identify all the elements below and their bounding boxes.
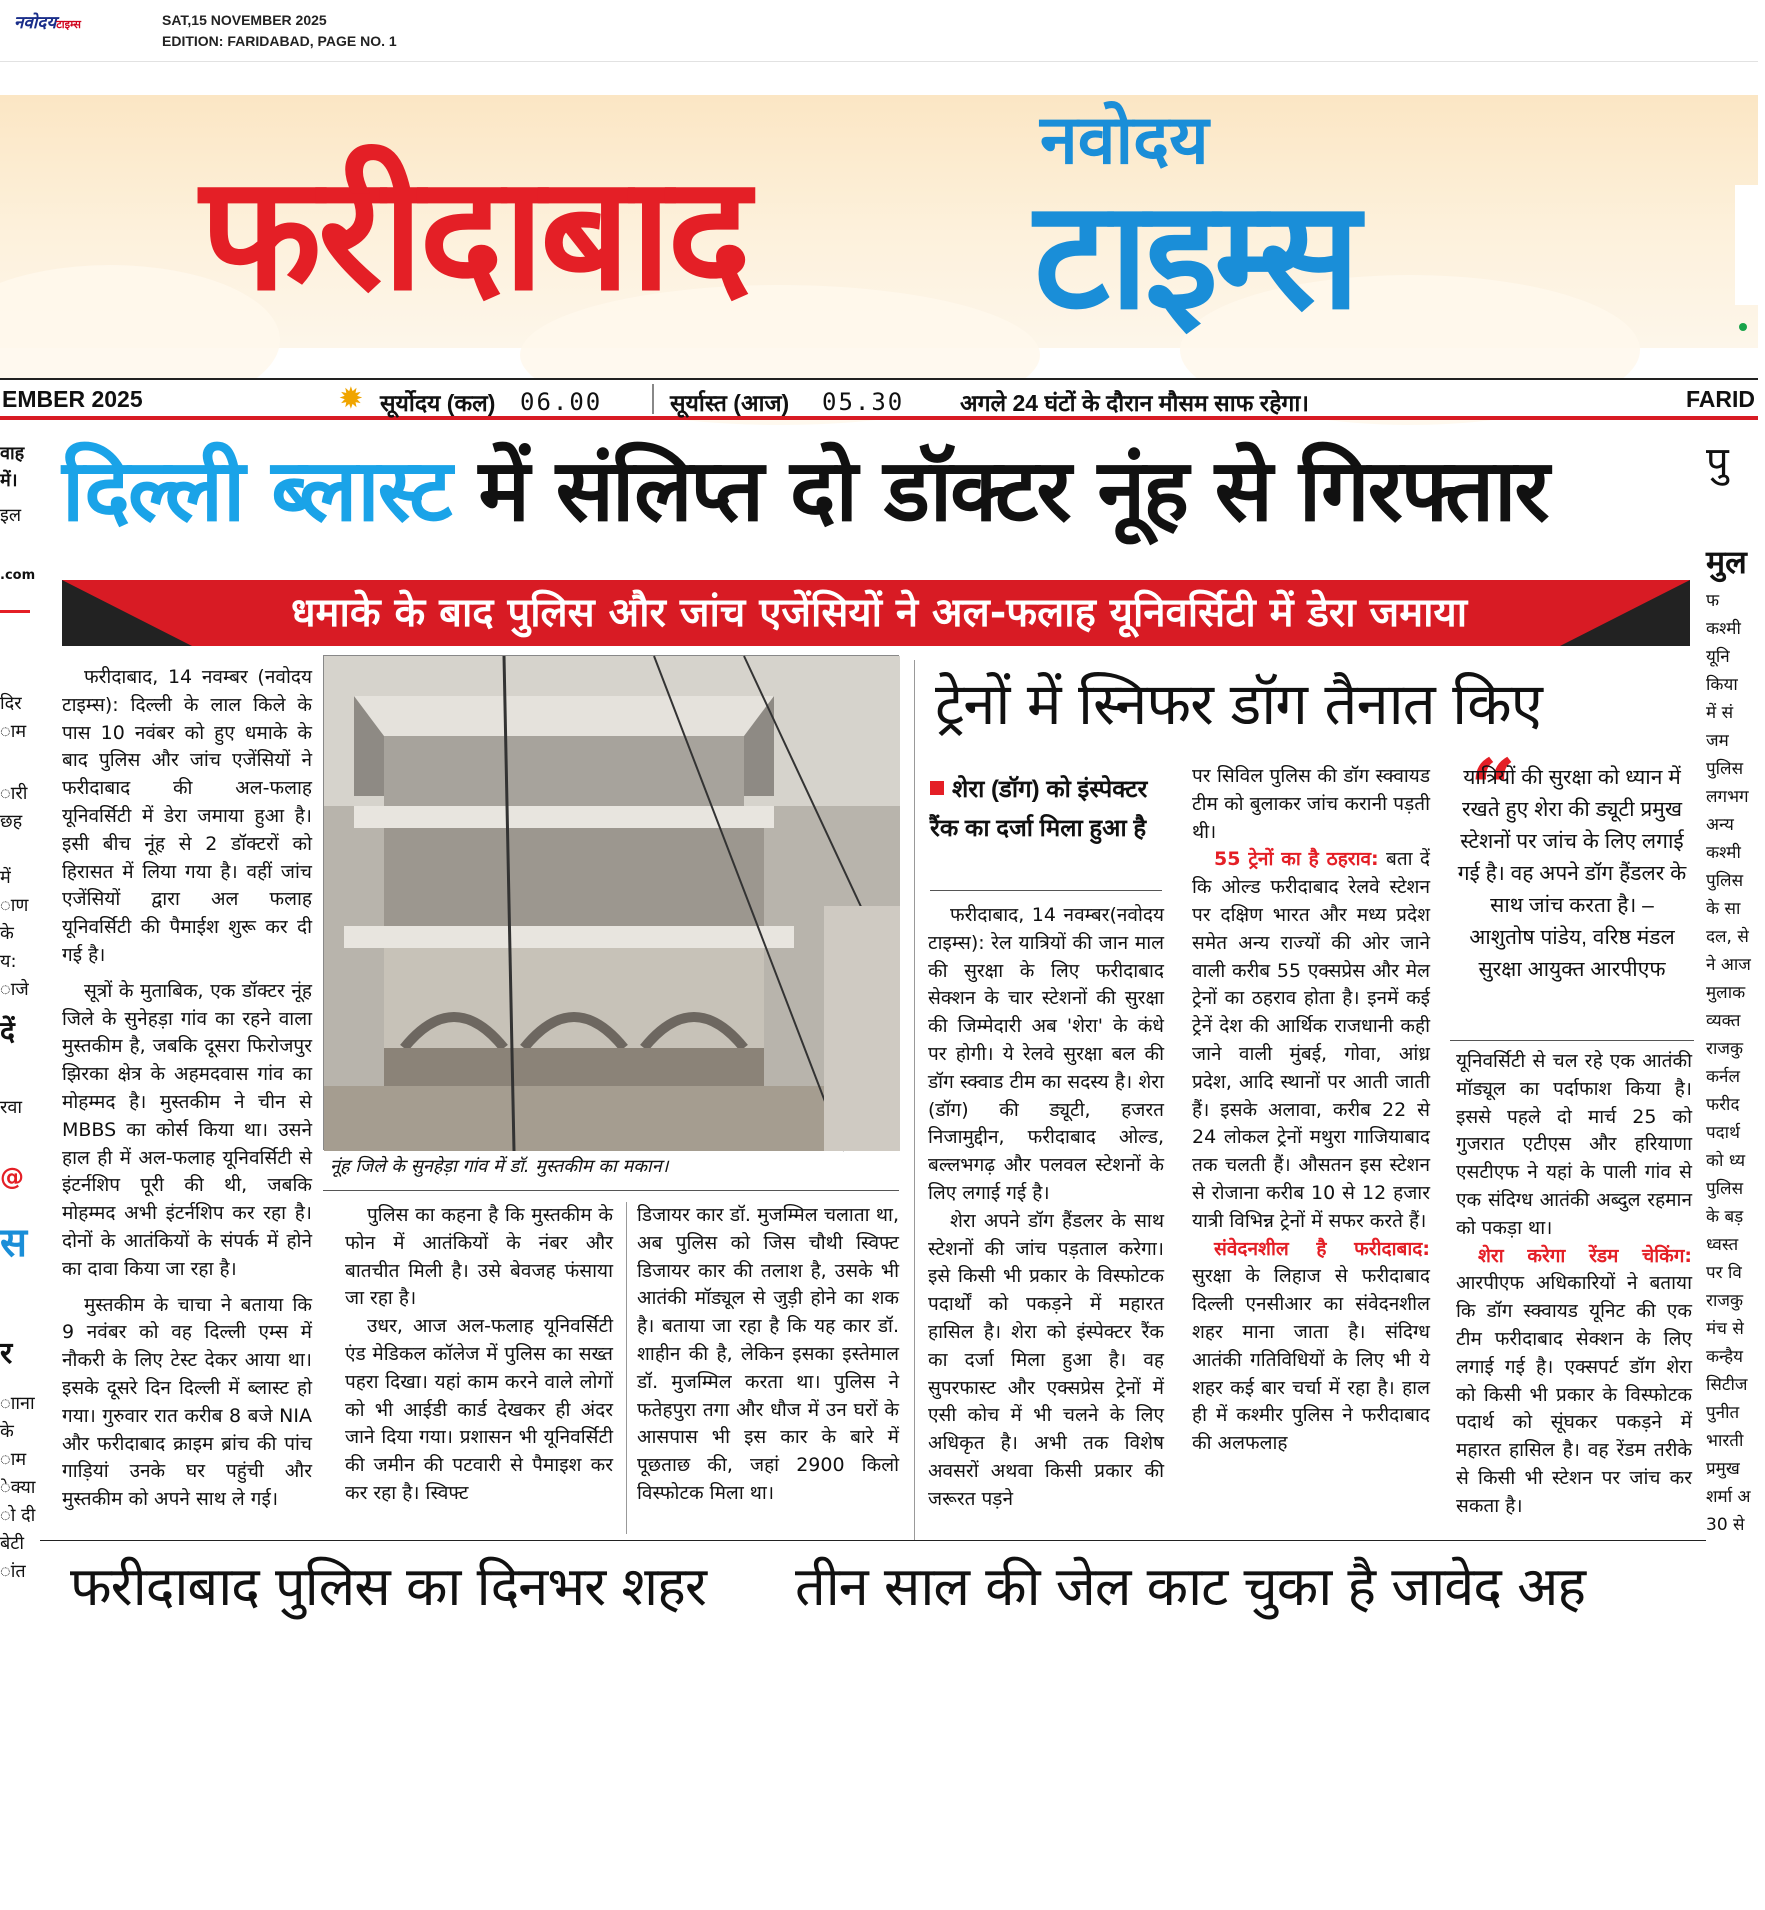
- left-text: र: [0, 1336, 13, 1371]
- right-text: के बड़: [1706, 1207, 1744, 1227]
- sunrise-label: सूर्योदय (कल): [380, 390, 496, 416]
- right-text: फरीद: [1706, 1095, 1740, 1115]
- left-text: में।: [0, 470, 18, 491]
- right-text: जम: [1706, 731, 1729, 751]
- right-text: कश्मी: [1706, 619, 1741, 639]
- left-text: स: [0, 1220, 28, 1266]
- viewer-header: [0, 0, 1758, 62]
- viewer-logo-small: टाइम्स: [56, 18, 81, 31]
- right-text: मुलाक: [1706, 983, 1746, 1003]
- left-text: के: [0, 923, 14, 944]
- left-text: ाजे: [0, 979, 29, 1000]
- left-text: दें: [0, 1015, 15, 1048]
- paragraph-text: आरपीएफ अधिकारियों ने बताया कि डॉग स्क्वायड यूनिट की एक टीम फरीदाबाद सेक्शन के लिए लगाई गई है। एक्सपर्ट डॉग शेरा को किसी भी प्रकार के विस्फोटक पदार्थ को सूंघकर पकड़ने में महारत हासिल है। वह रेंडम तरीके से किसी भी स्टेशन पर जांच कर सकता है।: [1456, 1272, 1692, 1517]
- left-text: ााना: [0, 1393, 35, 1414]
- lead-col-2: [345, 1202, 613, 1508]
- sniffer-paragraph: शेरा अपने डॉग हैंडलर के साथ स्टेशनों की जांच पड़ताल करेगा। इसे किसी भी प्रकार के विस्फोटक पदार्थों को पकड़ने में महारत हासिल है। शेरा को इंस्पेक्टर रैंक का दर्जा मिला हुआ है। वह सुपरफास्ट और एक्सप्रेस ट्रेनों में एसी कोच में भी चलने के लिए अधिकृत है। अभी तक विशेष अवसरों अथवा किसी प्रकार की जरूरत पड़ने: [928, 1209, 1164, 1510]
- left-text: ाण: [0, 895, 29, 916]
- right-text: कन्हैय: [1706, 1347, 1744, 1367]
- masthead-city: फरीदाबाद: [200, 142, 748, 326]
- photo-caption: नूंह जिले के सुनहेड़ा गांव में डॉ. मुस्तकीम का मकान।: [330, 1156, 669, 1177]
- lead-paragraph: उधर, आज अल-फलाह यूनिवर्सिटी एंड मेडिकल कॉलेज में पुलिस का सख्त पहरा दिखा। यहां काम करने वाले लोगों को भी आईडी कार्ड देखकर ही अंदर जाने दिया गया। प्रशासन भी यूनिवर्सिटी की जमीन की पटवारी से पैमाइश कर कर रहा है। स्विफ्ट: [345, 1315, 613, 1504]
- lead-paragraph: फरीदाबाद, 14 नवम्बर (नवोदय टाइम्स): दिल्ली के लाल किले के पास 10 नवंबर को हुए धमाके के बाद पुलिस और जांच एजेंसियों ने फरीदाबाद की अल-फलाह यूनिवर्सिटी में डेरा जमाया हुआ है। इसी बीच नूंह से 2 डॉक्टरों को हिरासत में लिया गया है। वहीं जांच एजेंसियों द्वारा अल फलाह यूनिवर्सिटी की पैमाईश शुरू कर दी गई है।: [62, 666, 312, 966]
- lead-col-3: [637, 1202, 899, 1508]
- left-text: .com: [0, 568, 36, 583]
- left-text: छह: [0, 811, 23, 832]
- caption-rule: [323, 1190, 899, 1191]
- lead-paragraph: पुलिस का कहना है कि मुस्तकीम के फोन में आतंकियों के नंबर और बातचीत मिली है। उसे बेवजह फंसाया जा रहा है।: [345, 1204, 613, 1310]
- right-text: सिटीज: [1706, 1375, 1748, 1395]
- right-text: प्रमुख: [1706, 1459, 1740, 1479]
- subhead-ठहराव: 55 ट्रेनों का है ठहराव:: [1214, 848, 1379, 871]
- section-rule: [914, 660, 915, 1540]
- left-text: ाम: [0, 721, 27, 742]
- right-text: पुलिस: [1706, 1179, 1744, 1199]
- sun-icon: ✹: [340, 383, 362, 413]
- right-text: लगभग: [1706, 787, 1749, 807]
- right-text: में सं: [1706, 703, 1734, 723]
- right-text: मंच से: [1706, 1319, 1744, 1339]
- bottom-headline-right: तीन साल की जेल काट चुका है जावेद अह: [795, 1555, 1586, 1618]
- right-text: अन्य: [1706, 815, 1734, 835]
- sniffer-col-1: [928, 902, 1164, 1514]
- masthead: [0, 95, 1758, 348]
- right-text: ने आज: [1706, 955, 1751, 975]
- right-text: पुलिस: [1706, 871, 1744, 891]
- right-text: व्यक्त: [1706, 1011, 1741, 1031]
- column-rule: [626, 1202, 627, 1534]
- right-text: 30 से: [1706, 1515, 1745, 1535]
- headline-rest: में संलिप्त दो डॉक्टर नूंह से गिरफ्तार: [478, 441, 1548, 541]
- viewer-logo[interactable]: [14, 10, 81, 33]
- left-text: ारी: [0, 783, 28, 804]
- sniffer-kicker: [930, 770, 1160, 848]
- subhead-random-check: शेरा करेगा रेंडम चेकिंग:: [1478, 1244, 1692, 1267]
- sniffer-paragraph: [1456, 1243, 1692, 1521]
- left-text: ाम: [0, 1449, 27, 1470]
- masthead-brand-top: नवोदय: [1040, 101, 1209, 180]
- masthead-side-panel: [1735, 185, 1765, 305]
- lead-col-1: [62, 664, 312, 1514]
- right-text: को ध्य: [1706, 1151, 1746, 1171]
- right-text: पुलिस: [1706, 759, 1744, 779]
- sniffer-col-3: [1456, 1048, 1692, 1521]
- bottom-headline-left: फरीदाबाद पुलिस का दिनभर शहर: [70, 1555, 706, 1618]
- green-dot-icon: [1739, 323, 1747, 331]
- weather-strip: [0, 378, 1758, 420]
- weather-forecast: अगले 24 घंटों के दौरान मौसम साफ रहेगा।: [960, 390, 1310, 416]
- edition-info: [162, 10, 397, 52]
- right-text: पर वि: [1706, 1263, 1742, 1283]
- quote-rule: [1450, 1040, 1694, 1041]
- edition-date: SAT,15 NOVEMBER 2025: [162, 12, 327, 28]
- right-text: राजकु: [1706, 1039, 1744, 1059]
- sniffer-paragraph: यूनिवर्सिटी से चल रहे एक आतंकी मॉड्यूल का पर्दाफाश किया है। इससे पहले दो मार्च 25 को गुजरात एटीएस और हरियाणा एसटीएफ ने यहां के पाली गांव से एक संदिग्ध आतंकी अब्दुल रहमान को पकड़ा था।: [1456, 1050, 1692, 1239]
- left-text: वाह: [0, 443, 25, 464]
- strip-edition: FARID: [1686, 386, 1755, 412]
- left-text: बेटी: [0, 1533, 25, 1554]
- strip-date: EMBER 2025: [2, 386, 143, 412]
- right-text: मुल: [1706, 543, 1747, 581]
- right-text: पुनीत: [1706, 1403, 1740, 1423]
- sunrise-time: 06.00: [520, 388, 603, 416]
- left-text: दिर: [0, 693, 22, 714]
- quote-icon: “: [1470, 741, 1517, 835]
- right-text: किया: [1706, 675, 1738, 695]
- masthead-brand: टाइम्स: [1034, 169, 1357, 343]
- left-text: य:: [0, 951, 17, 972]
- left-text: में: [0, 867, 11, 888]
- left-text: @: [0, 1163, 24, 1191]
- bottom-rule: [40, 1540, 1706, 1541]
- subhead-sensitive: संवेदनशील है फरीदाबाद:: [1214, 1237, 1430, 1260]
- left-text: के: [0, 1421, 14, 1442]
- pull-quote: यात्रियों की सुरक्षा को ध्यान में रखते हुए शेरा की ड्यूटी प्रमुख स्टेशनों पर जांच के लिए लगाई गई है। वह अपने डॉग हैंडलर के साथ जांच करता है। – आशुतोष पांडेय, वरिष्ठ मंडल सुरक्षा आयुक्त आरपीएफ: [1457, 766, 1687, 981]
- headline-highlight: दिल्ली ब्लास्ट: [62, 441, 451, 541]
- sniffer-col-2: [1192, 763, 1430, 1458]
- lead-paragraph: सूत्रों के मुताबिक, एक डॉक्टर नूंह जिले के सुनेहड़ा गांव का रहने वाला मुस्तकीम है, जबकि दूसरा फिरोजपुर झिरका क्षेत्र के अहमदवास गांव का मोहम्मद है। मुस्तकीम ने चीन से MBBS का कोर्स किया था। उसने हाल ही में अल-फलाह यूनिवर्सिटी से इंटर्नशिप पूरी की थी, जबकि मोहम्मद अभी इंटर्नशिप कर रहा है। दोनों के आतंकियों के संपर्क में होने का दावा किया जा रहा है।: [62, 979, 312, 1280]
- paragraph-text: बता दें कि ओल्ड फरीदाबाद रेलवे स्टेशन पर दक्षिण भारत और मध्य प्रदेश समेत अन्य राज्यों की ओर जाने वाली करीब 55 एक्सप्रेस और मेल ट्रेनों का ठहराव होता है। इनमें कई ट्रेनें देश की आर्थिक राजधानी कही जाने वाली मुंबई, गोवा, आंध्र प्रदेश, आदि स्थानों पर आती जाती हैं। इसके अलावा, करीब 22 से 24 लोकल ट्रेनों मथुरा गाजियाबाद तक चलती हैं। औसतन इस स्टेशन से रोजाना करीब 10 से 12 हजार यात्री विभिन्न ट्रेनों में सफर करते हैं।: [1192, 848, 1430, 1232]
- right-text: राजकु: [1706, 1291, 1744, 1311]
- sniffer-paragraph: पर सिविल पुलिस की डॉग स्क्वायड टीम को बुलाकर जांच करानी पड़ती थी।: [1192, 765, 1430, 843]
- left-text: ांत: [0, 1561, 26, 1582]
- right-text: कश्मी: [1706, 843, 1741, 863]
- lead-paragraph: डिजायर कार डॉ. मुजम्मिल चलाता था, अब पुलिस को जिस चौथी स्विफ्ट डिजायर कार की तलाश है, उसके भी आतंकी मॉड्यूल से जुड़ी होने का शक है। बताया जा रहा है कि यह कार डॉ. शाहीन की है, लेकिन इसका इस्तेमाल डॉ. मुजम्मिल करता था। पुलिस ने फतेहपुरा तगा और धौज में उन घरों के आसपास भी इस कार के बारे में पूछताछ की, जहां 2900 किलो विस्फोटक मिला था।: [637, 1204, 899, 1504]
- house-photo-illustration: [324, 656, 900, 1151]
- right-text: शर्मा अ: [1706, 1487, 1751, 1507]
- lead-paragraph: मुस्तकीम के चाचा ने बताया कि 9 नवंबर को वह दिल्ली एम्स में नौकरी के लिए टेस्ट देकर आया था। इसके दूसरे दिन दिल्ली में ब्लास्ट हो गया। गुरुवार रात करीब 8 बजे NIA और फरीदाबाद क्राइम ब्रांच की पांच गाड़ियां उनके घर पहुंची और मुस्तकीम को अपने साथ ले गई।: [62, 1293, 312, 1511]
- right-text: ध्वस्त: [1706, 1235, 1739, 1255]
- right-text: फ: [1706, 591, 1720, 611]
- viewer-logo-text: नवोदय: [14, 13, 57, 33]
- left-text: ेक्या: [0, 1477, 36, 1498]
- sunset-label: सूर्यास्त (आज): [670, 390, 790, 416]
- sniffer-paragraph: [1192, 1236, 1430, 1458]
- house-photo: [323, 655, 899, 1150]
- kicker-text: शेरा (डॉग) को इंस्पेक्टर रैंक का दर्जा मिला हुआ है: [930, 776, 1148, 842]
- edition-page: EDITION: FARIDABAD, PAGE NO. 1: [162, 33, 397, 49]
- sniffer-headline: ट्रेनों में स्निफर डॉग तैनात किए: [935, 670, 1542, 738]
- subhead: धमाके के बाद पुलिस और जांच एजेंसियों ने अल-फलाह यूनिवर्सिटी में डेरा जमाया: [290, 590, 1468, 636]
- right-text: कर्नल: [1706, 1067, 1741, 1087]
- left-text: ो दी: [0, 1505, 36, 1526]
- red-square-icon: [930, 781, 944, 795]
- sniffer-paragraph: [1192, 846, 1430, 1235]
- strip-divider: [652, 384, 654, 414]
- paragraph-text: सुरक्षा के लिहाज से फरीदाबाद दिल्ली एनसीआर का संवेदनशील शहर माना जाता है। संदिग्ध आतंकी गतिविधियों के लिए भी ये शहर कई बार चर्चा में रहा है। हाल ही में कश्मीर पुलिस ने फरीदाबाद की अलफलाह: [1192, 1265, 1430, 1455]
- right-text: पु: [1706, 439, 1729, 485]
- right-text: भारती: [1706, 1431, 1744, 1451]
- right-text: यूनि: [1706, 647, 1730, 667]
- right-text: दल, से: [1706, 927, 1749, 947]
- right-text: पदार्थ: [1706, 1123, 1740, 1143]
- main-headline: [62, 441, 1548, 541]
- sniffer-paragraph: फरीदाबाद, 14 नवम्बर(नवोदय टाइम्स): रेल यात्रियों की जान माल की सुरक्षा के लिए फरीदाबाद सेक्शन के चार स्टेशनों की सुरक्षा की जिम्मेदारी अब 'शेरा' के कंधे पर होगी। ये रेलवे सुरक्षा बल की डॉग स्क्वाड टीम का सदस्य है। शेरा (डॉग) की ड्यूटी, हजरत निजामुद्दीन, फरीदाबाद ओल्ड, बल्लभगढ़ और पलवल स्टेशनों के लिए लगाई गई है।: [928, 904, 1164, 1204]
- kicker-rule: [930, 890, 1162, 891]
- left-text: इल: [0, 505, 22, 526]
- sunset-time: 05.30: [822, 388, 905, 416]
- left-text: रवा: [0, 1097, 23, 1118]
- right-text: के सा: [1706, 899, 1741, 919]
